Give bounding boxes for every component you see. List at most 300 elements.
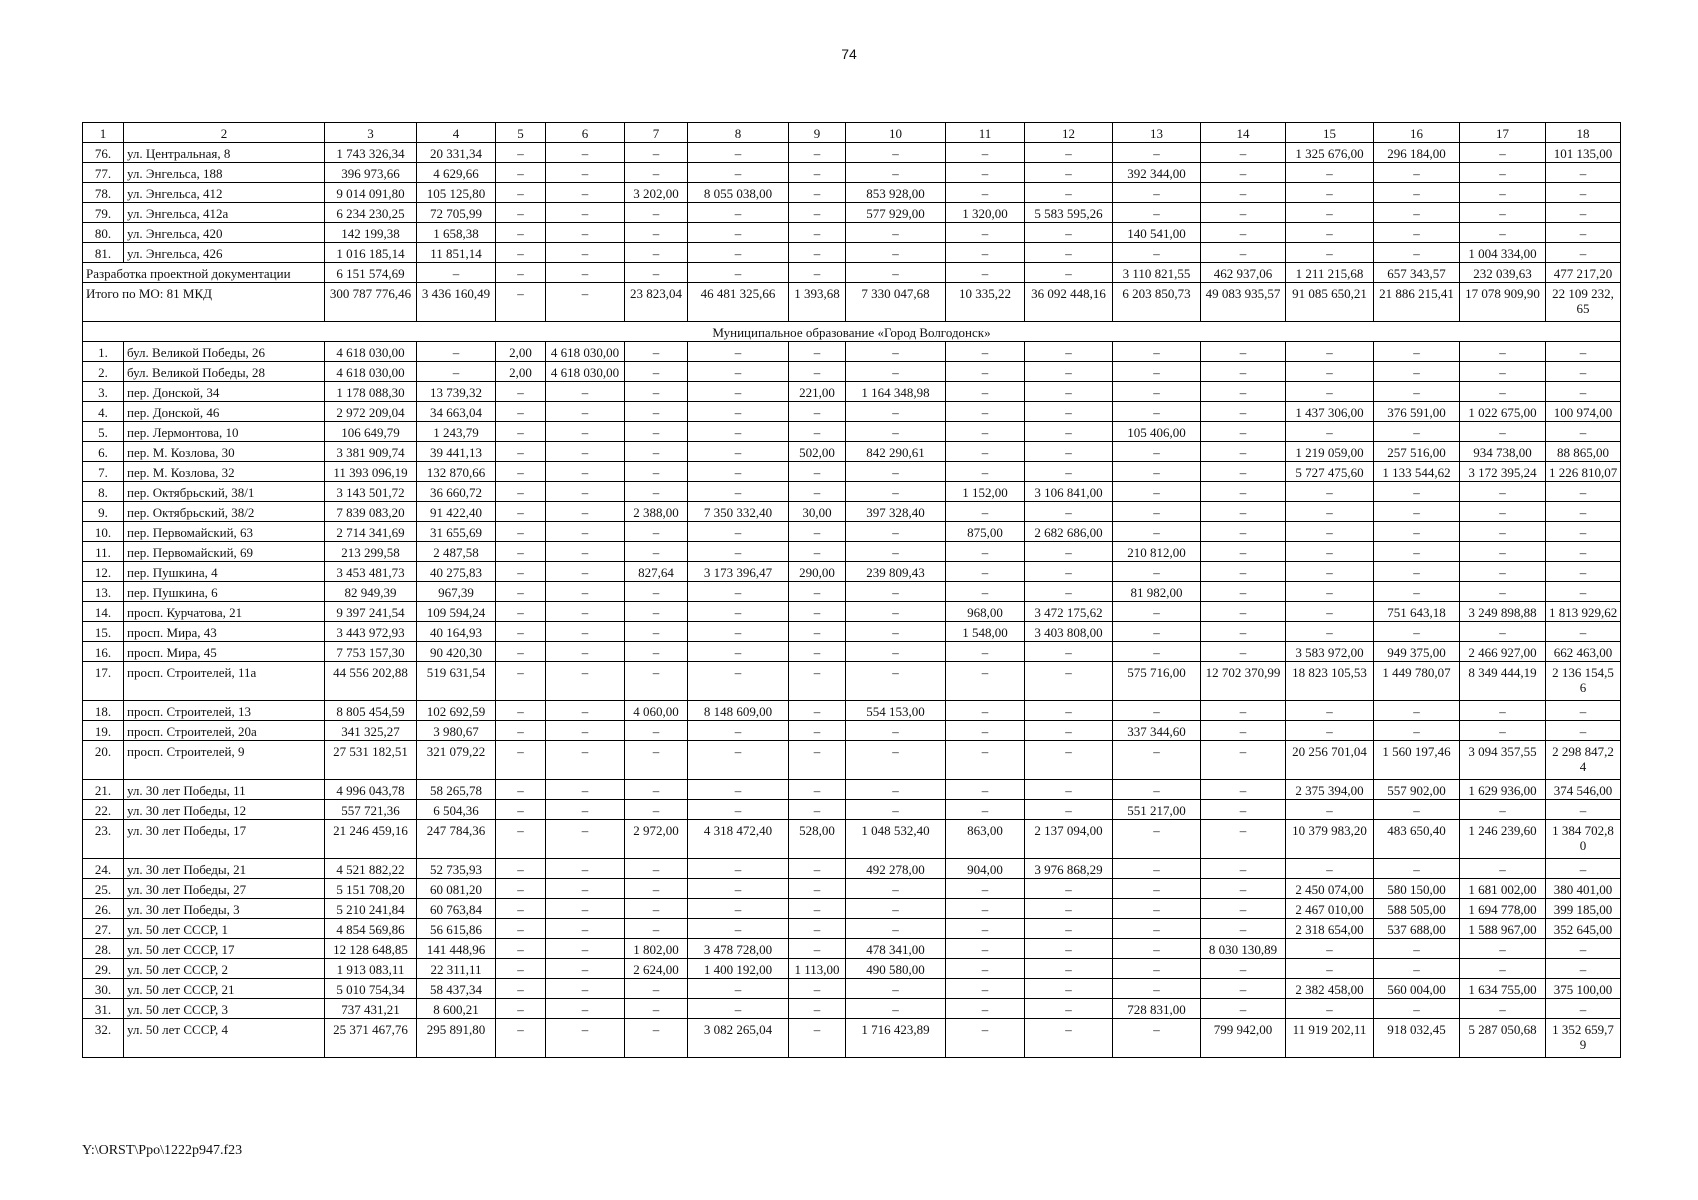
value-cell: 1 548,00 [946, 622, 1025, 642]
value-cell: – [1286, 562, 1374, 582]
value-cell: – [496, 959, 546, 979]
value-cell: – [546, 741, 625, 780]
value-cell: – [496, 462, 546, 482]
value-cell: – [846, 721, 946, 741]
value-cell: 7 350 332,40 [688, 502, 789, 522]
value-cell: – [1201, 382, 1286, 402]
value-cell: – [846, 243, 946, 263]
address-cell: ул. 50 лет СССР, 4 [124, 1019, 325, 1058]
value-cell: – [625, 879, 688, 899]
value-cell: – [846, 602, 946, 622]
value-cell: – [496, 939, 546, 959]
table-row [83, 1019, 1621, 1058]
value-cell: – [1201, 502, 1286, 522]
value-cell: – [1025, 979, 1113, 999]
value-cell: 300 787 776,46 [325, 283, 417, 322]
address-cell: бул. Великой Победы, 28 [124, 362, 325, 382]
project-doc-label: Разработка проектной документации [83, 263, 325, 283]
value-cell: – [546, 163, 625, 183]
value-cell: – [496, 243, 546, 263]
table-row [83, 999, 1621, 1019]
value-cell: – [1113, 143, 1201, 163]
value-cell: – [1460, 223, 1546, 243]
value-cell: – [417, 263, 496, 283]
value-cell: – [1374, 721, 1460, 741]
value-cell: – [1113, 622, 1201, 642]
value-cell: 1 743 326,34 [325, 143, 417, 163]
value-cell: 91 085 650,21 [1286, 283, 1374, 322]
value-cell: – [625, 143, 688, 163]
value-cell: – [1460, 721, 1546, 741]
value-cell: 3 094 357,55 [1460, 741, 1546, 780]
value-cell: – [946, 462, 1025, 482]
value-cell: 5 583 595,26 [1025, 203, 1113, 223]
value-cell: – [1025, 263, 1113, 283]
value-cell: 662 463,00 [1546, 642, 1621, 662]
value-cell: – [946, 382, 1025, 402]
value-cell: – [1201, 342, 1286, 362]
value-cell: – [1374, 243, 1460, 263]
value-cell: – [1546, 422, 1621, 442]
row-number-cell: 21. [83, 780, 124, 800]
value-cell: 13 739,32 [417, 382, 496, 402]
value-cell: 6 234 230,25 [325, 203, 417, 223]
value-cell: – [1025, 502, 1113, 522]
value-cell: 399 185,00 [1546, 899, 1621, 919]
column-number-cell: 13 [1113, 123, 1201, 143]
value-cell: 8 055 038,00 [688, 183, 789, 203]
value-cell: 58 265,78 [417, 780, 496, 800]
value-cell: – [1286, 183, 1374, 203]
value-cell: – [625, 1019, 688, 1058]
value-cell: 11 851,14 [417, 243, 496, 263]
value-cell: 477 217,20 [1546, 263, 1621, 283]
value-cell: – [789, 143, 846, 163]
value-cell: 967,39 [417, 582, 496, 602]
value-cell: – [1025, 163, 1113, 183]
value-cell: – [688, 223, 789, 243]
value-cell: 56 615,86 [417, 919, 496, 939]
value-cell: – [1460, 183, 1546, 203]
value-cell: – [496, 820, 546, 859]
value-cell: – [1546, 939, 1621, 959]
value-cell: – [1460, 203, 1546, 223]
value-cell: 60 763,84 [417, 899, 496, 919]
column-number-cell: 18 [1546, 123, 1621, 143]
value-cell: – [1460, 542, 1546, 562]
value-cell: – [546, 422, 625, 442]
value-cell: – [1113, 979, 1201, 999]
value-cell: 34 663,04 [417, 402, 496, 422]
value-cell: 106 649,79 [325, 422, 417, 442]
value-cell: – [546, 542, 625, 562]
value-cell: – [625, 342, 688, 362]
value-cell: – [789, 642, 846, 662]
value-cell: – [688, 163, 789, 183]
address-cell: пер. Первомайский, 63 [124, 522, 325, 542]
value-cell: – [625, 542, 688, 562]
value-cell: 239 809,43 [846, 562, 946, 582]
value-cell: – [1374, 183, 1460, 203]
value-cell: – [1201, 820, 1286, 859]
column-number-cell: 15 [1286, 123, 1374, 143]
value-cell: – [846, 342, 946, 362]
value-cell: 290,00 [789, 562, 846, 582]
address-cell: ул. 30 лет Победы, 3 [124, 899, 325, 919]
value-cell: 4 318 472,40 [688, 820, 789, 859]
value-cell: 1 588 967,00 [1460, 919, 1546, 939]
row-number-cell: 13. [83, 582, 124, 602]
value-cell: – [1374, 939, 1460, 959]
value-cell: – [1546, 622, 1621, 642]
value-cell: – [546, 662, 625, 701]
value-cell: – [496, 1019, 546, 1058]
value-cell: 3 453 481,73 [325, 562, 417, 582]
value-cell: – [1546, 362, 1621, 382]
value-cell: 82 949,39 [325, 582, 417, 602]
value-cell: – [688, 859, 789, 879]
row-number-cell: 30. [83, 979, 124, 999]
value-cell: 528,00 [789, 820, 846, 859]
value-cell: – [625, 362, 688, 382]
value-cell: – [1025, 582, 1113, 602]
address-cell: пер. Донской, 34 [124, 382, 325, 402]
value-cell: – [496, 442, 546, 462]
value-cell: 25 371 467,76 [325, 1019, 417, 1058]
value-cell: – [789, 780, 846, 800]
row-number-cell: 7. [83, 462, 124, 482]
value-cell: 842 290,61 [846, 442, 946, 462]
value-cell: – [1460, 362, 1546, 382]
value-cell: 20 331,34 [417, 143, 496, 163]
value-cell: – [546, 879, 625, 899]
value-cell: – [1113, 959, 1201, 979]
value-cell: – [625, 622, 688, 642]
value-cell: 4 618 030,00 [325, 342, 417, 362]
value-cell: 31 655,69 [417, 522, 496, 542]
value-cell: 17 078 909,90 [1460, 283, 1546, 322]
value-cell: – [1286, 542, 1374, 562]
value-cell: 853 928,00 [846, 183, 946, 203]
value-cell: – [846, 522, 946, 542]
value-cell: 4 996 043,78 [325, 780, 417, 800]
value-cell: – [546, 899, 625, 919]
address-cell: пер. Октябрьский, 38/1 [124, 482, 325, 502]
table-row [83, 820, 1621, 859]
value-cell: – [1546, 482, 1621, 502]
value-cell: 7 753 157,30 [325, 642, 417, 662]
value-cell: – [625, 203, 688, 223]
value-cell: 1 246 239,60 [1460, 820, 1546, 859]
value-cell: – [789, 243, 846, 263]
row-number-cell: 79. [83, 203, 124, 223]
value-cell: 1 164 348,98 [846, 382, 946, 402]
value-cell: 3 172 395,24 [1460, 462, 1546, 482]
value-cell: 1 694 778,00 [1460, 899, 1546, 919]
table-row [83, 939, 1621, 959]
column-number-cell: 12 [1025, 123, 1113, 143]
table-row [83, 859, 1621, 879]
value-cell: – [625, 163, 688, 183]
table-row [83, 462, 1621, 482]
value-cell: – [1201, 482, 1286, 502]
capital-repair-table [82, 122, 1621, 1058]
table-row [83, 482, 1621, 502]
value-cell: – [1113, 382, 1201, 402]
value-cell: 1 629 936,00 [1460, 780, 1546, 800]
value-cell: 1 320,00 [946, 203, 1025, 223]
value-cell: – [1286, 502, 1374, 522]
value-cell: – [496, 263, 546, 283]
value-cell: – [1201, 522, 1286, 542]
value-cell: – [1374, 203, 1460, 223]
value-cell: 8 805 454,59 [325, 701, 417, 721]
value-cell: – [625, 223, 688, 243]
table-row [83, 203, 1621, 223]
row-number-cell: 10. [83, 522, 124, 542]
value-cell: – [496, 721, 546, 741]
value-cell: – [625, 582, 688, 602]
value-cell: 728 831,00 [1113, 999, 1201, 1019]
row-number-cell: 17. [83, 662, 124, 701]
value-cell: – [1546, 223, 1621, 243]
value-cell: – [1025, 362, 1113, 382]
value-cell: – [946, 542, 1025, 562]
value-cell: – [546, 502, 625, 522]
value-cell: – [688, 899, 789, 919]
value-cell: – [546, 382, 625, 402]
value-cell: – [417, 342, 496, 362]
value-cell: – [1201, 183, 1286, 203]
value-cell: 2 318 654,00 [1286, 919, 1374, 939]
value-cell: – [546, 522, 625, 542]
value-cell: – [789, 223, 846, 243]
value-cell: – [846, 223, 946, 243]
table-row [83, 662, 1621, 701]
value-cell: – [625, 741, 688, 780]
value-cell: 2 487,58 [417, 542, 496, 562]
value-cell: – [1374, 701, 1460, 721]
value-cell: – [1460, 522, 1546, 542]
value-cell: – [1201, 203, 1286, 223]
value-cell: – [1025, 542, 1113, 562]
address-cell: ул. 30 лет Победы, 11 [124, 780, 325, 800]
value-cell: – [789, 263, 846, 283]
value-cell: 81 982,00 [1113, 582, 1201, 602]
value-cell: – [1201, 362, 1286, 382]
value-cell: – [1374, 422, 1460, 442]
value-cell: – [625, 243, 688, 263]
value-cell: – [688, 442, 789, 462]
value-cell: – [688, 402, 789, 422]
value-cell: – [496, 482, 546, 502]
value-cell: 6 203 850,73 [1113, 283, 1201, 322]
value-cell: – [1113, 183, 1201, 203]
column-number-cell: 7 [625, 123, 688, 143]
value-cell: 968,00 [946, 602, 1025, 622]
total-row [83, 283, 1621, 322]
row-number-cell: 16. [83, 642, 124, 662]
value-cell: – [1025, 899, 1113, 919]
value-cell: 58 437,34 [417, 979, 496, 999]
value-cell: 577 929,00 [846, 203, 946, 223]
row-number-cell: 6. [83, 442, 124, 462]
value-cell: 3 143 501,72 [325, 482, 417, 502]
value-cell: – [946, 780, 1025, 800]
value-cell: 1 437 306,00 [1286, 402, 1374, 422]
value-cell: 1 016 185,14 [325, 243, 417, 263]
value-cell: 102 692,59 [417, 701, 496, 721]
value-cell: – [789, 402, 846, 422]
value-cell: 5 151 708,20 [325, 879, 417, 899]
value-cell: – [688, 143, 789, 163]
value-cell: 374 546,00 [1546, 780, 1621, 800]
value-cell: – [1286, 959, 1374, 979]
value-cell: – [1286, 362, 1374, 382]
value-cell: – [1546, 562, 1621, 582]
value-cell: 142 199,38 [325, 223, 417, 243]
value-cell: – [946, 442, 1025, 462]
value-cell: – [417, 362, 496, 382]
value-cell: – [1201, 422, 1286, 442]
value-cell: 1 560 197,46 [1374, 741, 1460, 780]
address-cell: ул. 50 лет СССР, 1 [124, 919, 325, 939]
value-cell: – [496, 741, 546, 780]
value-cell: 21 886 215,41 [1374, 283, 1460, 322]
value-cell: – [625, 442, 688, 462]
value-cell: – [846, 979, 946, 999]
value-cell: – [625, 382, 688, 402]
value-cell: 4 521 882,22 [325, 859, 417, 879]
value-cell: – [1546, 243, 1621, 263]
column-number-cell: 9 [789, 123, 846, 143]
value-cell: – [1025, 800, 1113, 820]
page-number: 74 [841, 46, 857, 62]
value-cell: – [946, 342, 1025, 362]
value-cell: – [1025, 959, 1113, 979]
value-cell: – [1201, 622, 1286, 642]
value-cell: 1 211 215,68 [1286, 263, 1374, 283]
value-cell: – [789, 741, 846, 780]
value-cell: – [789, 1019, 846, 1058]
address-cell: пер. Донской, 46 [124, 402, 325, 422]
row-number-cell: 15. [83, 622, 124, 642]
value-cell: – [688, 919, 789, 939]
value-cell: 10 379 983,20 [1286, 820, 1374, 859]
value-cell: 560 004,00 [1374, 979, 1460, 999]
value-cell: – [789, 422, 846, 442]
value-cell: 5 727 475,60 [1286, 462, 1374, 482]
value-cell: – [789, 939, 846, 959]
value-cell: 8 600,21 [417, 999, 496, 1019]
table-row [83, 622, 1621, 642]
value-cell: – [546, 999, 625, 1019]
value-cell: – [496, 780, 546, 800]
value-cell: – [496, 582, 546, 602]
value-cell: 9 014 091,80 [325, 183, 417, 203]
value-cell: – [546, 780, 625, 800]
value-cell: 232 039,63 [1460, 263, 1546, 283]
value-cell: – [789, 163, 846, 183]
address-cell: ул. 30 лет Победы, 17 [124, 820, 325, 859]
value-cell: – [946, 223, 1025, 243]
value-cell: 12 128 648,85 [325, 939, 417, 959]
value-cell: – [1113, 602, 1201, 622]
value-cell: 2 972 209,04 [325, 402, 417, 422]
value-cell: 1 393,68 [789, 283, 846, 322]
value-cell: 537 688,00 [1374, 919, 1460, 939]
value-cell: 44 556 202,88 [325, 662, 417, 701]
address-cell: просп. Строителей, 20а [124, 721, 325, 741]
value-cell: – [496, 283, 546, 322]
address-cell: просп. Строителей, 13 [124, 701, 325, 721]
value-cell: – [1113, 919, 1201, 939]
value-cell: – [546, 283, 625, 322]
value-cell: – [1374, 959, 1460, 979]
value-cell: 91 422,40 [417, 502, 496, 522]
value-cell: 3 249 898,88 [1460, 602, 1546, 622]
value-cell: 3 106 841,00 [1025, 482, 1113, 502]
value-cell: 554 153,00 [846, 701, 946, 721]
value-cell: – [625, 602, 688, 622]
column-number-cell: 6 [546, 123, 625, 143]
value-cell: – [688, 800, 789, 820]
address-cell: ул. Энгельса, 426 [124, 243, 325, 263]
value-cell: – [946, 662, 1025, 701]
value-cell: 1 243,79 [417, 422, 496, 442]
value-cell: 3 403 808,00 [1025, 622, 1113, 642]
value-cell: – [1113, 859, 1201, 879]
value-cell: – [1113, 701, 1201, 721]
table-row [83, 342, 1621, 362]
row-number-cell: 1. [83, 342, 124, 362]
value-cell: – [946, 422, 1025, 442]
row-number-cell: 81. [83, 243, 124, 263]
value-cell: – [946, 562, 1025, 582]
value-cell: – [1546, 999, 1621, 1019]
value-cell: – [496, 402, 546, 422]
value-cell: – [1286, 602, 1374, 622]
value-cell: 36 660,72 [417, 482, 496, 502]
value-cell: – [496, 800, 546, 820]
value-cell: 11 393 096,19 [325, 462, 417, 482]
row-number-cell: 28. [83, 939, 124, 959]
row-number-cell: 12. [83, 562, 124, 582]
value-cell: – [946, 402, 1025, 422]
value-cell: – [946, 899, 1025, 919]
row-number-cell: 22. [83, 800, 124, 820]
value-cell: 1 113,00 [789, 959, 846, 979]
value-cell: – [1460, 859, 1546, 879]
address-cell: пер. М. Козлова, 32 [124, 462, 325, 482]
column-number-cell: 14 [1201, 123, 1286, 143]
value-cell: – [496, 522, 546, 542]
value-cell: – [946, 143, 1025, 163]
value-cell: – [789, 602, 846, 622]
value-cell: – [1201, 562, 1286, 582]
value-cell: 557 902,00 [1374, 780, 1460, 800]
address-cell: ул. Энгельса, 188 [124, 163, 325, 183]
value-cell: – [1201, 582, 1286, 602]
value-cell: – [789, 999, 846, 1019]
value-cell: – [688, 342, 789, 362]
value-cell: – [1374, 542, 1460, 562]
value-cell: – [546, 979, 625, 999]
value-cell: – [846, 899, 946, 919]
value-cell: 588 505,00 [1374, 899, 1460, 919]
table-row [83, 143, 1621, 163]
value-cell: – [1201, 143, 1286, 163]
